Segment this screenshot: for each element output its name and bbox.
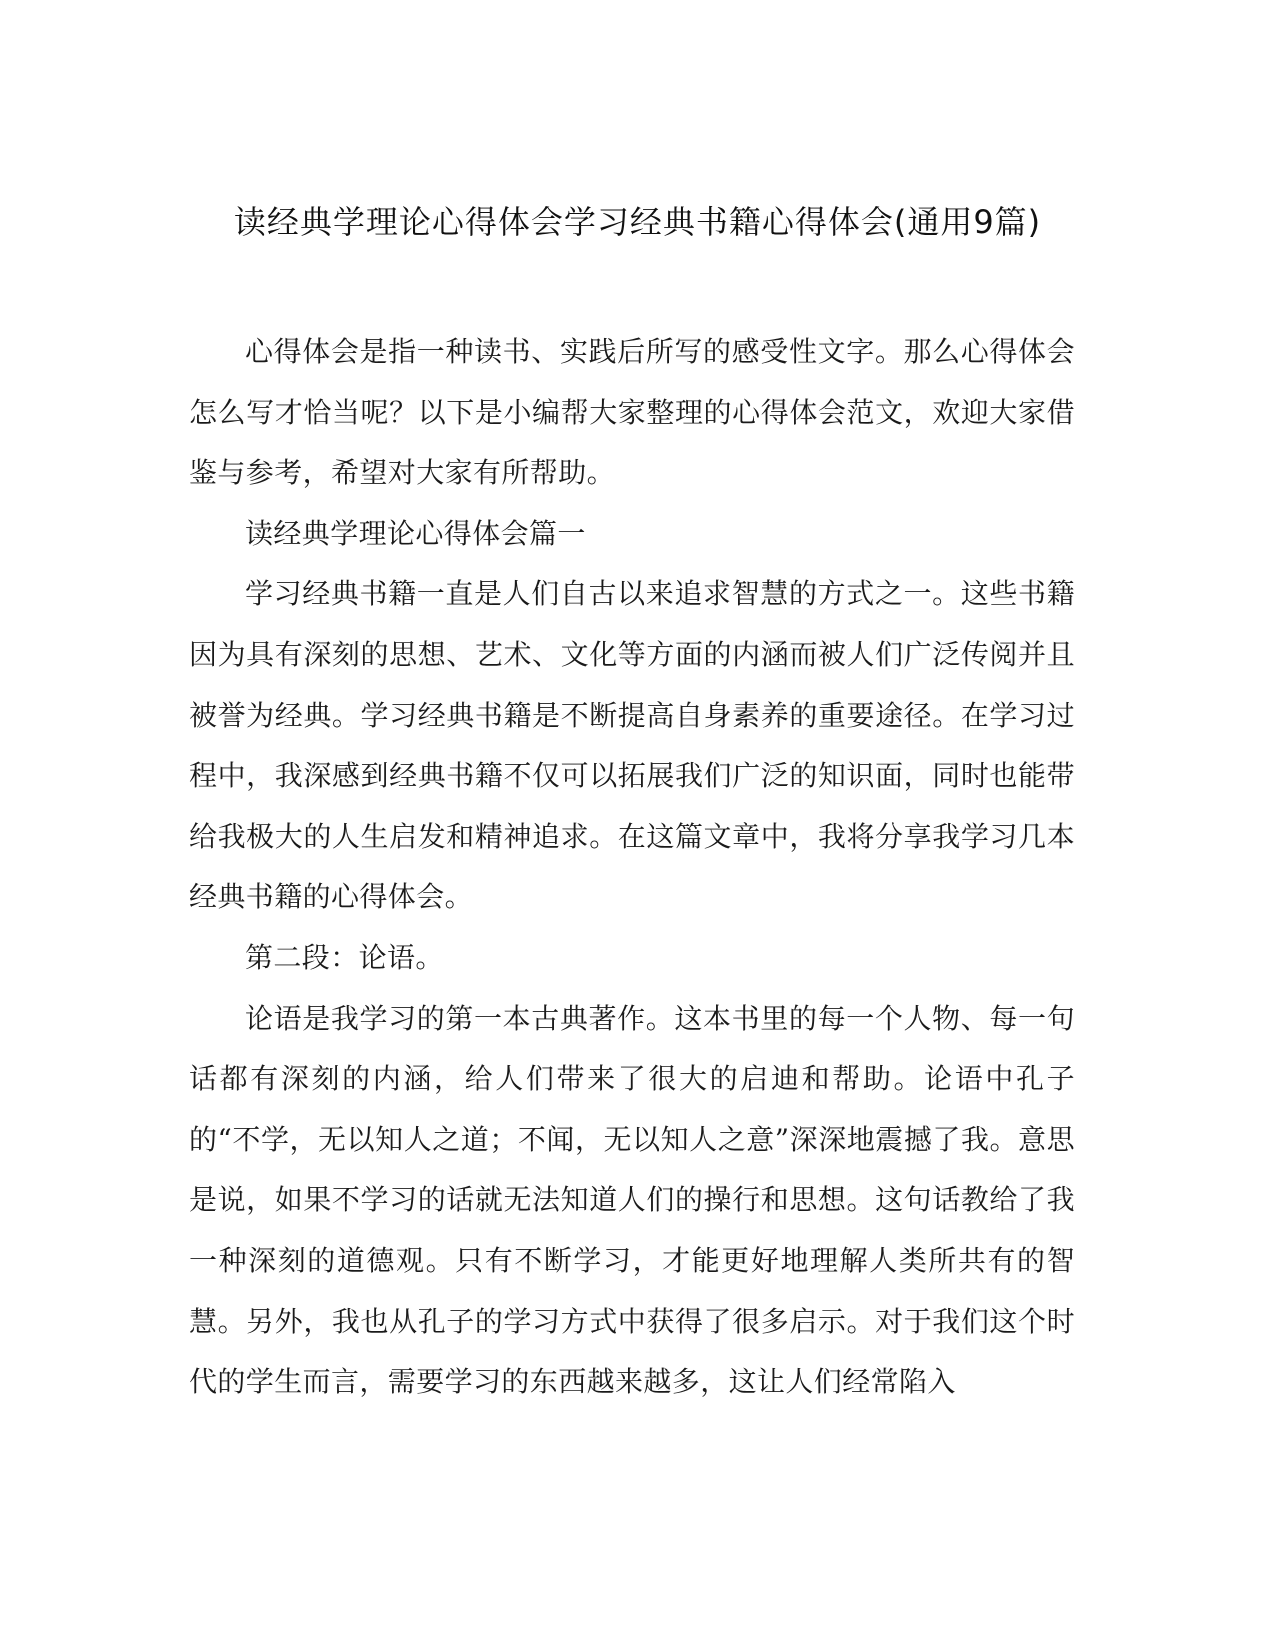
- body-paragraph: 论语是我学习的第一本古典著作。这本书里的每一个人物、每一句话都有深刻的内涵，给人们带来了很大的启迪和帮助。论语中孔子的“不学，无以知人之道；不闻，无以知人之意”深深地震撼了我。意思是说，如果不学习的话就无法知道人们的操行和思想。这句话教给了我一种深刻的道德观。只有不断学习，才能更好地理解人类所共有的智慧。另外，我也从孔子的学习方式中获得了很多启示。对于我们这个时代的学生而言，需要学习的东西越来越多，这让人们经常陷入: [189, 1001, 1075, 1399]
- subsection-heading: 第二段：论语。: [245, 940, 444, 974]
- intro-paragraph: 心得体会是指一种读书、实践后所写的感受性文字。那么心得体会怎么写才恰当呢？以下是小编帮大家整理的心得体会范文，欢迎大家借鉴与参考，希望对大家有所帮助。: [189, 335, 1075, 490]
- document-body: [189, 322, 1075, 1413]
- section-heading: 读经典学理论心得体会篇一: [245, 516, 586, 550]
- document-title: 读经典学理论心得体会学习经典书籍心得体会(通用9篇): [233, 203, 1042, 241]
- body-paragraph: 学习经典书籍一直是人们自古以来追求智慧的方式之一。这些书籍因为具有深刻的思想、艺术、文化等方面的内涵而被人们广泛传阅并且被誉为经典。学习经典书籍是不断提高自身素养的重要途径。在学习过程中，我深感到经典书籍不仅可以拓展我们广泛的知识面，同时也能带给我极大的人生启发和精神追求。在这篇文章中，我将分享我学习几本经典书籍的心得体会。: [189, 577, 1075, 914]
